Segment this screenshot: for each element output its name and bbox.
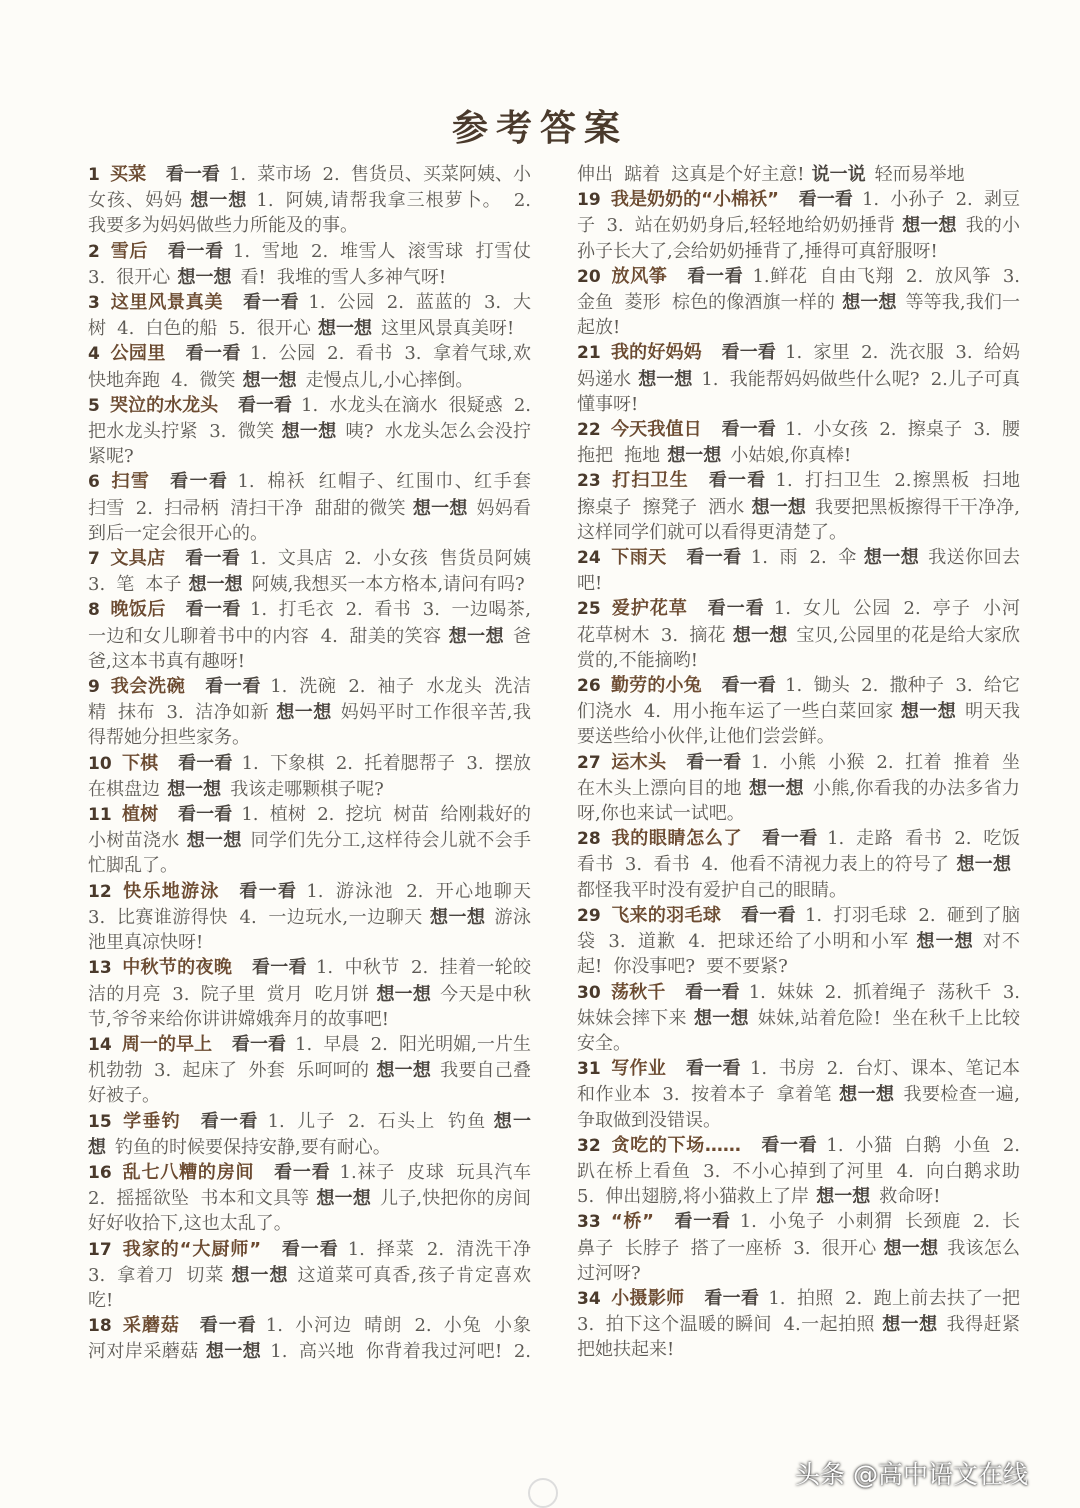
- look-answer: 1. 小孙子 2. 剥豆子 3. 站在奶奶身后,轻轻地给奶奶捶背: [577, 189, 1020, 237]
- entry-number: 32: [577, 1135, 601, 1156]
- footer-ornament-icon: [528, 1478, 558, 1508]
- think-answer: 今天是中秋节,爷爷来给你讲讲嫦娥奔月的故事吧!: [88, 983, 532, 1030]
- look-answer: 1. 早晨 2. 阳光明媚,一片生机勃勃 3. 起床了 外套 乐呵呵的: [88, 1033, 532, 1082]
- think-label: 想一想: [748, 777, 804, 799]
- look-answer: 1. 打扫卫生 2.擦黑板 扫地 擦桌子 擦凳子 洒水: [577, 470, 1021, 518]
- look-label: 看一看: [760, 1134, 818, 1156]
- look-label: 看一看: [687, 265, 744, 287]
- think-answer: 阿姨,我想买一本方格本,请问有吗?: [251, 574, 525, 596]
- answer-entry: [577, 1209, 1020, 1286]
- think-label: 想一想: [281, 421, 337, 443]
- think-label: 想一想: [883, 1237, 939, 1259]
- look-answer: 1. 妹妹 2. 抓着绳子 荡秋千 3. 妹妹会摔下来: [577, 981, 1021, 1029]
- look-label: 看一看: [251, 957, 307, 979]
- answer-entry: [577, 187, 1020, 264]
- entry-number: 29: [577, 905, 601, 926]
- answer-entry: [88, 1032, 531, 1109]
- entry-title: 这里风景真美: [110, 292, 224, 314]
- think-answer: 宝贝,公园里的花是给大家欣赏的,不能摘哟!: [577, 624, 1021, 671]
- answer-entry: [577, 826, 1020, 903]
- think-answer: 等等我,我们一起放!: [577, 292, 1020, 339]
- entry-title: 学垂钓: [121, 1110, 181, 1132]
- entry-number: 7: [88, 549, 100, 570]
- answer-entry: [577, 980, 1020, 1057]
- think-answer: 救命呀!: [879, 1186, 941, 1208]
- think-answer: 这里风景真美呀!: [381, 318, 515, 340]
- think-answer: 咦? 水龙头怎么会没拧紧呢?: [88, 421, 531, 468]
- look-label: 看一看: [685, 981, 740, 1003]
- answer-entry: [577, 596, 1020, 673]
- look-answer: 1. 雨 2. 伞: [750, 547, 857, 569]
- look-answer: 1. 植树 2. 挖坑 树苗 给刚栽好的小树苗浇水: [88, 804, 531, 852]
- entry-title: 我会洗碗: [110, 676, 186, 698]
- think-answer: 我该走哪颗棋子呢?: [230, 778, 384, 800]
- look-answer: 1. 小河边 晴朗 2. 小兔 小象 河对岸采蘑菇: [88, 1315, 531, 1363]
- think-label: 想一想: [842, 292, 897, 314]
- look-label: 看一看: [178, 752, 233, 774]
- answer-entry: [577, 468, 1020, 545]
- think-answer: 我要检查一遍,争取做到没错误。: [577, 1084, 1020, 1131]
- think-label: 想一想: [693, 1007, 749, 1029]
- think-label: 想一想: [318, 318, 373, 340]
- look-answer: 1. 公园 2. 看书 3. 拿着气球,欢快地奔跑 4. 微笑: [88, 343, 532, 391]
- entry-number: 8: [88, 600, 100, 621]
- say-answer: 轻而易举地: [874, 164, 965, 185]
- entry-title: 快乐地游泳: [121, 880, 220, 902]
- look-label: 看一看: [185, 548, 241, 570]
- entry-title: 下雨天: [610, 547, 667, 569]
- think-answer: 儿子,快把你的房间好好收拾下,这也太乱了。: [88, 1188, 531, 1235]
- think-answer: 我要自己叠好被子。: [88, 1060, 532, 1107]
- answer-entry: [577, 264, 1020, 341]
- think-answer: 爸爸,这本书真有趣呀!: [88, 625, 531, 672]
- entry-title: 小摄影师: [610, 1287, 685, 1309]
- answer-entry: [88, 1160, 531, 1237]
- look-answer: 1. 下象棋 2. 托着腮帮子 3. 摆放在棋盘边: [88, 752, 531, 800]
- entry-title: 勤劳的小兔: [610, 675, 702, 697]
- answer-entry: [88, 802, 531, 879]
- think-answer: 小熊,你看我的办法多省力呀,你也来试一试吧。: [577, 777, 1021, 825]
- look-label: 看一看: [200, 1110, 259, 1132]
- entry-number: 10: [88, 753, 112, 774]
- look-answer: 1. 打毛衣 2. 看书 3. 一边喝茶,一边和女儿聊着书中的内容 4. 甜美的笑容: [88, 599, 532, 647]
- entry-number: 15: [88, 1111, 112, 1132]
- answer-list: [88, 162, 1020, 1365]
- entry-number: 24: [577, 548, 601, 569]
- answer-entry: [577, 1056, 1020, 1133]
- think-answer: 走慢点儿,小心摔倒。: [305, 369, 474, 391]
- entry-title: 买菜: [110, 164, 147, 185]
- think-answer: 妈妈看到后一定会很开心的。: [88, 497, 531, 544]
- answer-entry: [88, 162, 531, 239]
- entry-number: 19: [577, 190, 601, 211]
- look-label: 看一看: [231, 1033, 287, 1055]
- entry-title: 哭泣的水龙头: [110, 394, 219, 416]
- entry-number: 6: [88, 472, 100, 493]
- look-answer: 1. 雪地 2. 堆雪人 滚雪球 打雪仗 3. 很开心: [88, 240, 531, 288]
- look-answer: 1.鲜花 自由飞翔 2. 放风筝 3. 金鱼 菱形 棕色的像酒旗一样的: [577, 265, 1021, 314]
- entry-number: 4: [88, 344, 100, 365]
- think-label: 想一想: [231, 1264, 289, 1286]
- think-answer: 我得赶紧把她扶起来!: [577, 1314, 1021, 1361]
- answer-entry: [88, 341, 531, 392]
- think-answer: 1. 高兴地 你背着我过河吧! 2. 伸出 踮着 这真是个好主意!: [270, 164, 805, 1363]
- entry-number: 28: [577, 829, 601, 850]
- entry-number: 34: [577, 1288, 601, 1309]
- entry-number: 26: [577, 676, 601, 697]
- answer-entry: [88, 597, 531, 674]
- look-label: 看一看: [686, 751, 742, 773]
- entry-title: 公园里: [110, 343, 166, 365]
- entry-title: 乱七八糟的房间: [121, 1161, 255, 1183]
- look-label: 看一看: [721, 419, 777, 441]
- think-label: 想一想: [732, 624, 788, 646]
- look-label: 看一看: [721, 675, 777, 697]
- think-label: 想一想: [839, 1084, 895, 1106]
- think-answer: 我的小孙子长大了,会给奶奶捶背了,捶得可真舒服呀!: [577, 215, 1021, 262]
- look-label: 看一看: [721, 342, 777, 364]
- look-label: 看一看: [708, 470, 767, 492]
- think-answer: 1. 我能帮妈妈做些什么呢? 2.儿子可真懂事呀!: [577, 368, 1020, 415]
- look-answer: 1. 小兔子 小刺猬 长颈鹿 2. 长鼻子 长脖子 搭了一座桥 3. 很开心: [577, 1211, 1020, 1259]
- entry-number: 20: [577, 266, 601, 287]
- look-answer: 1. 文具店 2. 小女孩 售货员阿姨 3. 笔 本子: [88, 548, 532, 596]
- look-answer: 1. 打羽毛球 2. 砸到了脑袋 3. 道歉 4. 把球还给了小明和小军: [577, 904, 1021, 953]
- entry-title: 飞来的羽毛球: [610, 904, 722, 926]
- look-answer: 1. 书房 2. 台灯、课本、笔记本和作业本 3. 按着本子 拿着笔: [577, 1058, 1020, 1106]
- entry-title: 我是奶奶的“小棉袄”: [610, 189, 779, 211]
- entry-number: 17: [88, 1239, 112, 1260]
- entry-title: 打扫卫生: [610, 470, 690, 492]
- entry-number: 9: [88, 677, 100, 698]
- think-label: 想一想: [900, 701, 957, 723]
- look-label: 看一看: [243, 292, 300, 314]
- look-label: 看一看: [165, 164, 220, 185]
- entry-number: 23: [577, 471, 601, 492]
- think-label: 想一想: [316, 1188, 371, 1210]
- look-answer: 1. 拍照 2. 跑上前去扶了一把 3. 拍下这个温暖的瞬间 4.一起拍照: [577, 1287, 1021, 1336]
- look-answer: 1. 中秋节 2. 挂着一轮皎洁的月亮 3. 院子里 赏月 吃月饼: [88, 957, 532, 1005]
- think-label: 想一想: [186, 830, 242, 852]
- entry-number: 1: [88, 165, 100, 185]
- answer-entry: [88, 879, 531, 956]
- answer-entry: [88, 239, 531, 290]
- think-label: 想一想: [429, 906, 486, 928]
- look-answer: 1. 小猫 白鹅 小鱼 2. 趴在桥上看鱼 3. 不小心掉到了河里 4. 向白鹅求助 5. 伸出翅膀,将小猫救上了岸: [577, 1134, 1020, 1208]
- look-answer: 1. 家里 2. 洗衣服 3. 给妈妈递水: [577, 342, 1020, 390]
- entry-number: 30: [577, 982, 601, 1003]
- think-label: 想一想: [88, 1110, 531, 1158]
- look-label: 看一看: [685, 1058, 741, 1080]
- entry-number: 33: [577, 1212, 601, 1233]
- answer-entry: [88, 674, 531, 751]
- look-answer: 1. 小女孩 2. 擦桌子 3. 腰 拖把 拖地: [577, 419, 1020, 467]
- entry-title: 今天我值日: [610, 419, 702, 441]
- entry-title: 我的眼睛怎么了: [610, 828, 743, 850]
- answer-entry: [88, 546, 531, 597]
- think-label: 想一想: [751, 496, 806, 518]
- entry-number: 16: [88, 1162, 112, 1183]
- entry-title: 运木头: [610, 751, 667, 773]
- entry-title: 采蘑菇: [121, 1315, 180, 1337]
- entry-title: 爱护花草: [610, 598, 688, 620]
- think-label: 想一想: [205, 1341, 262, 1363]
- entry-title: 周一的早上: [121, 1033, 213, 1055]
- look-label: 看一看: [239, 880, 298, 902]
- entry-number: 2: [88, 241, 100, 262]
- look-label: 看一看: [707, 598, 765, 620]
- look-label: 看一看: [167, 240, 224, 262]
- think-label: 想一想: [188, 574, 243, 596]
- think-label: 想一想: [242, 369, 297, 391]
- look-label: 看一看: [762, 828, 819, 850]
- think-answer: 对不起! 你没事吧? 要不要紧?: [577, 931, 1021, 978]
- entry-title: 晚饭后: [110, 599, 166, 621]
- think-answer: 钓鱼的时候要保持安静,要有耐心。: [115, 1136, 391, 1158]
- think-answer: 我该怎么过河呀?: [577, 1237, 1020, 1284]
- think-answer: 1. 阿姨,请帮我拿三根萝卜。 2. 我要多为妈妈做些力所能及的事。: [88, 190, 532, 237]
- look-answer: 1. 择菜 2. 清洗干净 3. 拿着刀 切菜: [88, 1238, 531, 1286]
- think-label: 想一想: [177, 266, 232, 288]
- think-answer: 明天我要送些给小伙伴,让他们尝尝鲜。: [577, 701, 1020, 748]
- think-answer: 妈妈平时工作很辛苦,我得帮她分担些家务。: [88, 702, 531, 749]
- look-answer: 1.袜子 皮球 玩具汽车 2. 摇摇欲坠 书本和文具等: [88, 1161, 531, 1210]
- answer-entry: [577, 903, 1020, 980]
- entry-title: 雪后: [110, 240, 149, 262]
- think-answer: 我送你回去吧!: [577, 547, 1021, 595]
- think-answer: 小姑娘,你真棒!: [730, 445, 852, 467]
- entry-title: “桥”: [610, 1211, 654, 1233]
- entry-number: 13: [88, 958, 112, 979]
- entry-title: 贪吃的下场……: [610, 1134, 741, 1156]
- entry-number: 25: [577, 599, 601, 620]
- entry-title: 我的好妈妈: [610, 342, 702, 364]
- entry-number: 14: [88, 1034, 112, 1055]
- think-label: 想一想: [638, 368, 693, 390]
- think-label: 想一想: [816, 1186, 871, 1208]
- think-label: 想一想: [276, 702, 332, 724]
- watermark: 头条 @高中语文在线: [795, 1460, 1028, 1489]
- look-label: 看一看: [205, 676, 262, 698]
- entry-title: 植树: [121, 804, 159, 826]
- look-label: 看一看: [170, 471, 229, 493]
- look-answer: 1. 小熊 小猴 2. 扛着 推着 坐在木头上漂向目的地: [577, 751, 1021, 799]
- think-label: 想一想: [882, 1314, 938, 1336]
- answer-entry: [577, 1133, 1020, 1210]
- answer-entry: [88, 1237, 531, 1314]
- think-label: 想一想: [167, 778, 222, 800]
- look-label: 看一看: [177, 804, 233, 826]
- think-label: 想一想: [667, 445, 722, 467]
- say-label: 说一说: [811, 164, 866, 185]
- look-label: 看一看: [280, 1238, 339, 1260]
- look-label: 看一看: [740, 904, 796, 926]
- look-answer: 1. 儿子 2. 石头上 钓鱼: [267, 1110, 487, 1132]
- page-title: 参考答案: [451, 107, 628, 149]
- think-label: 想一想: [902, 215, 957, 237]
- look-label: 看一看: [185, 599, 241, 621]
- look-answer: 1. 锄头 2. 撒种子 3. 给它们浇水 4. 用小拖车运了一些白菜回家: [577, 675, 1020, 723]
- answer-entry: [577, 340, 1020, 417]
- look-label: 看一看: [673, 1211, 731, 1233]
- think-label: 想一想: [863, 547, 920, 569]
- think-answer: 我要把黑板擦得干干净净,这样同学们就可以看得更清楚了。: [577, 496, 1020, 543]
- think-label: 想一想: [190, 190, 248, 212]
- entry-title: 文具店: [110, 548, 166, 570]
- think-answer: 同学们先分工,这样待会儿就不会手忙脚乱了。: [88, 830, 532, 877]
- look-label: 看一看: [274, 1161, 331, 1183]
- think-label: 想一想: [376, 1060, 432, 1082]
- entry-title: 下棋: [121, 752, 159, 774]
- think-label: 想一想: [956, 854, 1011, 876]
- think-label: 想一想: [916, 931, 974, 953]
- think-label: 想一想: [376, 983, 432, 1005]
- entry-title: 写作业: [610, 1058, 667, 1080]
- look-answer: 1. 游泳池 2. 开心地聊天 3. 比赛谁游得快 4. 一边玩水,一边聊天: [88, 880, 531, 928]
- answer-entry: [88, 955, 531, 1032]
- answer-entry: [577, 673, 1020, 750]
- entry-number: 5: [88, 395, 100, 416]
- answer-entry: [577, 417, 1020, 468]
- entry-title: 荡秋千: [610, 981, 666, 1003]
- look-label: 看一看: [798, 189, 853, 211]
- entry-number: 11: [88, 805, 112, 826]
- look-label: 看一看: [185, 343, 241, 365]
- look-answer: 1. 洗碗 2. 袖子 水龙头 洗洁精 抹布 3. 洁净如新: [88, 676, 531, 724]
- entry-number: 12: [88, 881, 112, 902]
- entry-number: 31: [577, 1059, 601, 1080]
- answer-entry: [88, 1109, 531, 1160]
- look-answer: 1. 菜市场 2. 售货员、买菜阿姨、小女孩、妈妈: [88, 164, 532, 212]
- answer-entry: [88, 290, 531, 341]
- entry-title: 放风筝: [610, 265, 668, 287]
- entry-number: 3: [88, 293, 100, 314]
- look-answer: 1. 公园 2. 蓝蓝的 3. 大树 4. 白色的船 5. 很开心: [88, 292, 532, 340]
- answer-entry: [88, 393, 531, 470]
- think-answer: 游泳池里真凉快呀!: [88, 906, 532, 954]
- look-label: 看一看: [199, 1315, 257, 1337]
- entry-title: 中秋节的夜晚: [121, 957, 233, 979]
- entry-number: 22: [577, 420, 601, 441]
- look-label: 看一看: [704, 1287, 760, 1309]
- answer-entry: [88, 751, 531, 802]
- look-answer: 1. 女儿 公园 2. 亭子 小河 花草树木 3. 摘花: [577, 598, 1021, 646]
- think-label: 想一想: [448, 625, 504, 647]
- answer-entry: [577, 1286, 1020, 1363]
- entry-number: 18: [88, 1316, 112, 1337]
- look-answer: 1. 棉袄 红帽子、红围巾、红手套 扫雪 2. 扫帚柄 清扫干净 甜甜的微笑: [88, 471, 532, 519]
- answer-entry: [88, 469, 531, 546]
- entry-number: 27: [577, 752, 601, 773]
- look-answer: 1. 水龙头在滴水 很疑惑 2. 把水龙头拧紧 3. 微笑: [88, 394, 532, 443]
- look-answer: 1. 走路 看书 2. 吃饭 看书 3. 看书 4. 他看不清视力表上的符号了: [577, 828, 1020, 876]
- think-answer: 这道菜可真香,孩子肯定喜欢吃!: [88, 1264, 531, 1311]
- look-label: 看一看: [237, 394, 293, 416]
- entry-title: 扫雪: [110, 471, 151, 493]
- answer-entry: [577, 750, 1020, 827]
- look-label: 看一看: [686, 547, 742, 569]
- entry-number: 21: [577, 343, 601, 364]
- think-answer: 妹妹,站着危险! 坐在秋千上比较安全。: [577, 1007, 1021, 1054]
- entry-title: 我家的“大厨师”: [121, 1238, 262, 1260]
- think-answer: 都怪我平时没有爱护自己的眼睛。: [577, 879, 847, 901]
- answer-entry: [577, 545, 1020, 596]
- think-label: 想一想: [412, 497, 468, 519]
- think-answer: 看! 我堆的雪人多神气呀!: [240, 266, 447, 288]
